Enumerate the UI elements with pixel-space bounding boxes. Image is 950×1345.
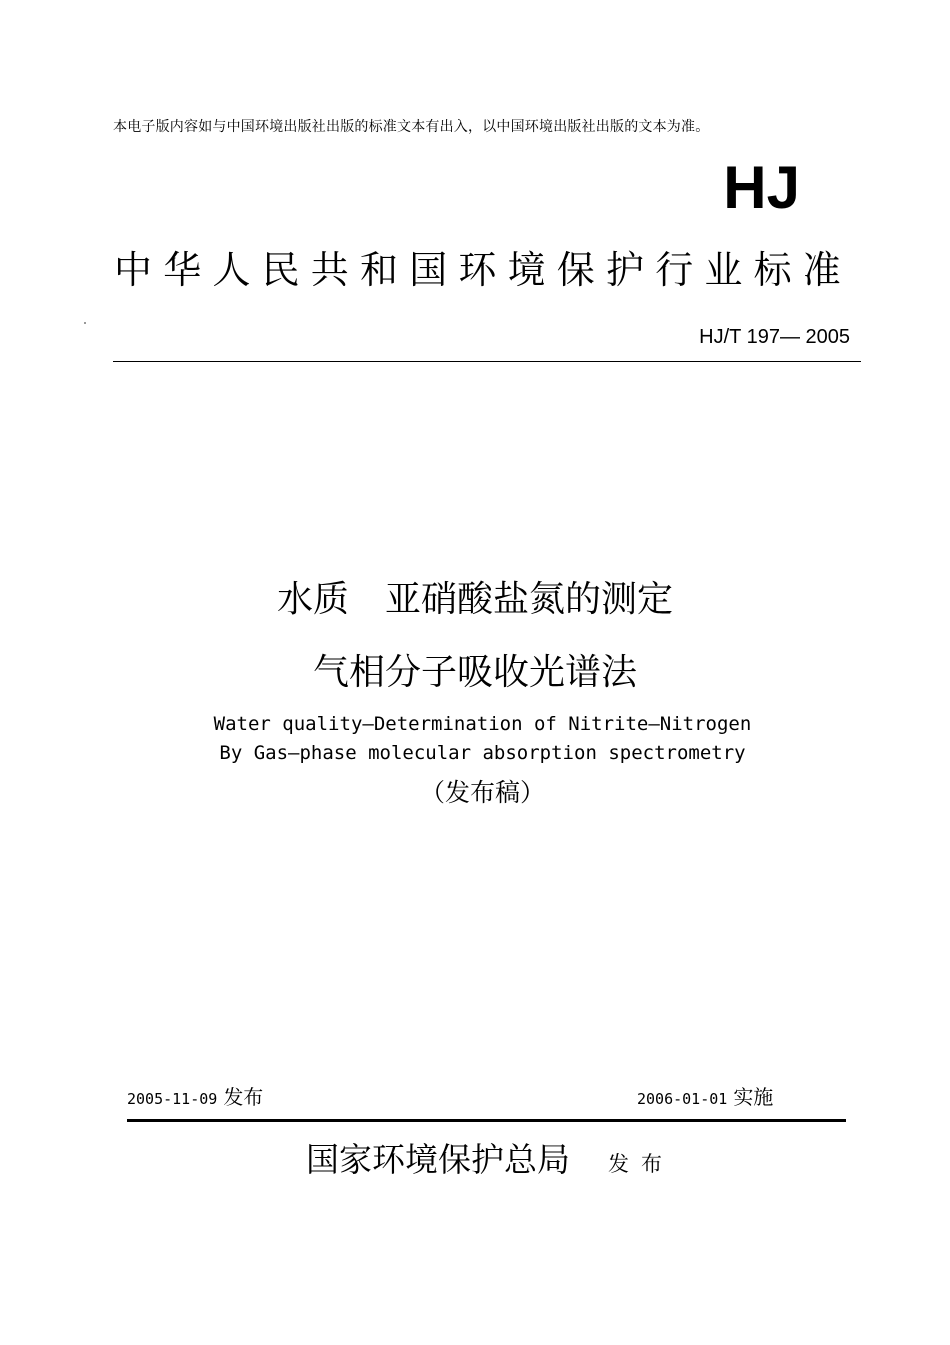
implementation-date: 2006-01-01 — [637, 1090, 728, 1108]
english-title-line-1: Water quality—Determination of Nitrite—Nitrogen — [213, 713, 752, 735]
english-title-line-2: By Gas—phase molecular absorption spectrometry — [219, 742, 746, 764]
issuing-action: 发布 — [608, 1152, 674, 1176]
issue-date: 2005-11-09 — [127, 1090, 218, 1108]
issue-label: 发布 — [223, 1085, 264, 1109]
issue-date-block — [127, 1081, 263, 1110]
issuing-organization: 国家环境保护总局 — [306, 1140, 570, 1179]
implementation-label: 实施 — [733, 1085, 774, 1109]
stray-dot — [84, 322, 86, 324]
disclaimer-notice: 本电子版内容如与中国环境出版社出版的标准文本有出入，以中国环境出版社出版的文本为准。 — [113, 119, 710, 135]
hj-logo: HJ — [723, 154, 800, 221]
issuer-block — [306, 1134, 674, 1181]
footer-divider — [127, 1119, 846, 1122]
standard-number: HJ/T 197— 2005 — [699, 326, 850, 348]
standard-category-title: 中华人民共和国环境保护行业标准 — [114, 248, 853, 292]
chinese-title-line-2: 气相分子吸收光谱法 — [312, 652, 637, 693]
header-divider — [113, 361, 861, 362]
implementation-date-block — [637, 1081, 773, 1110]
chinese-title-line-1: 水质 亚硝酸盐氮的测定 — [276, 579, 673, 620]
draft-status: （发布稿） — [419, 778, 545, 807]
